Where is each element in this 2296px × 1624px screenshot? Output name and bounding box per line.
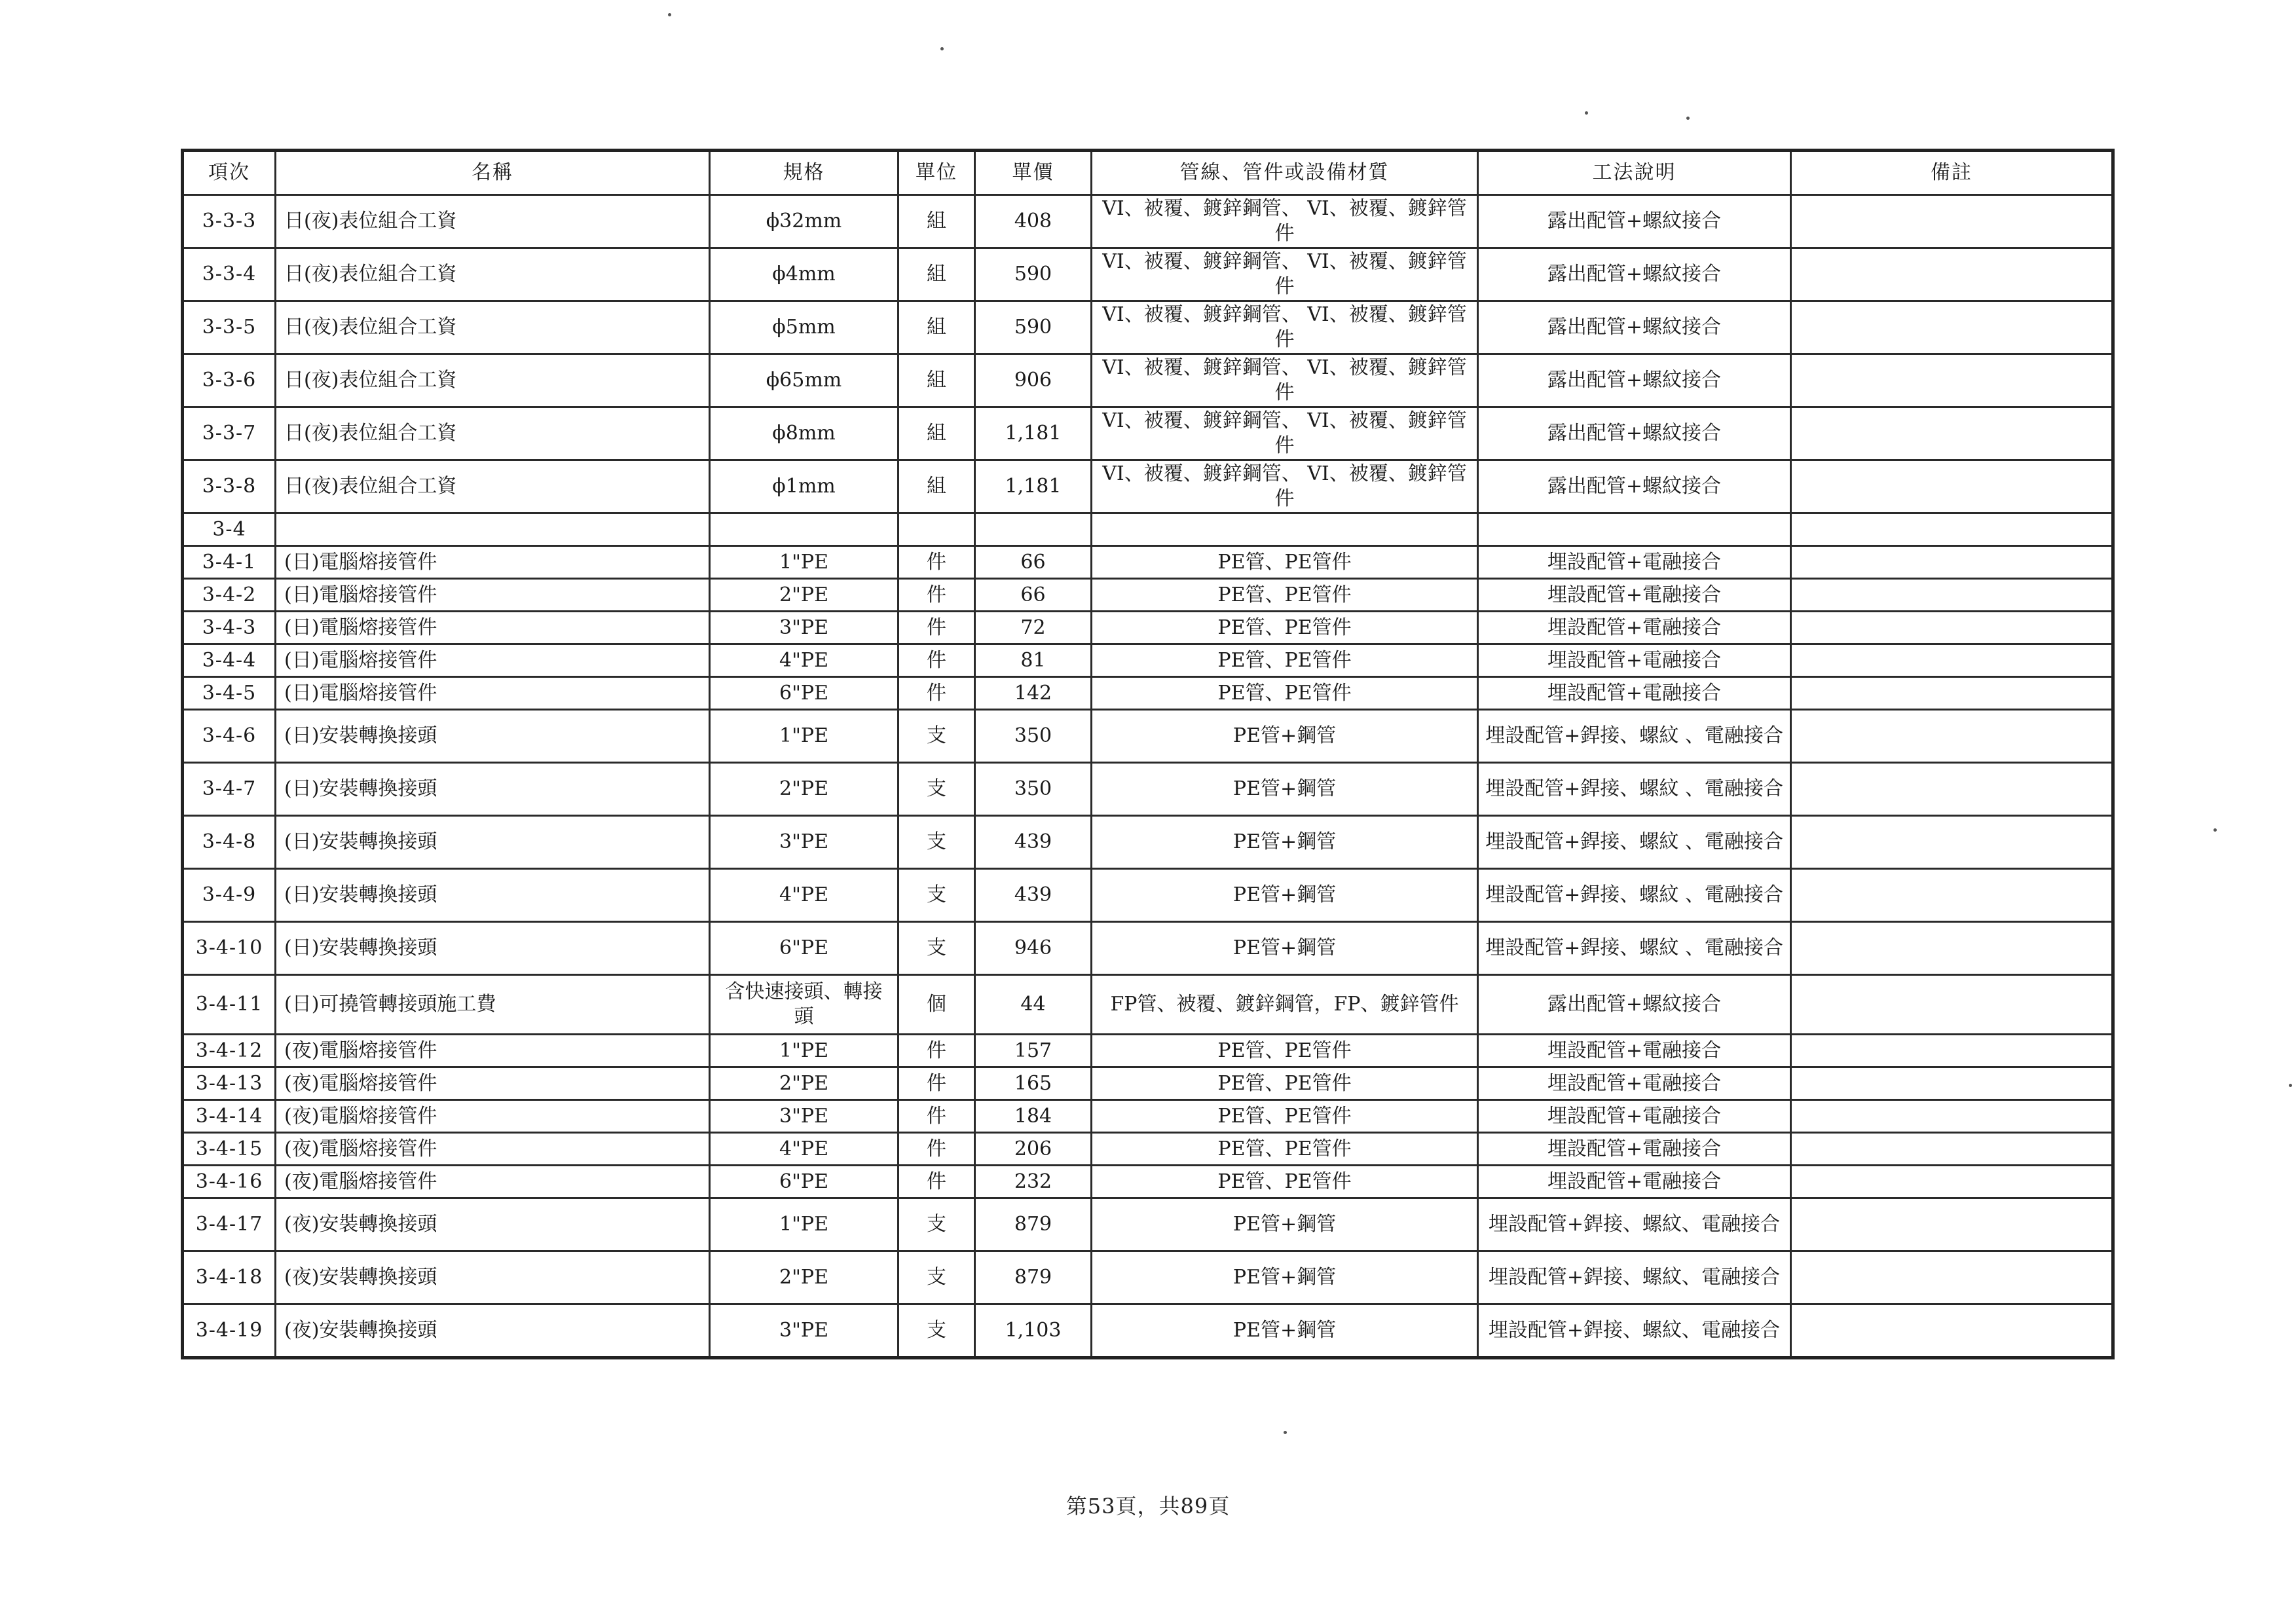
cell-method: 埋設配管+銲接、螺紋、電融接合 xyxy=(1478,1198,1791,1251)
header-material: 管線、管件或設備材質 xyxy=(1092,151,1478,195)
cell-remark xyxy=(1791,460,2113,513)
price-table xyxy=(181,149,2115,1359)
cell-spec: 含快速接頭、轉接頭 xyxy=(710,975,898,1035)
table-row xyxy=(183,710,2113,763)
cell-unit-price: 66 xyxy=(975,579,1092,612)
cell-unit-price: 1,181 xyxy=(975,460,1092,513)
cell-method: 埋設配管+銲接、螺紋 、電融接合 xyxy=(1478,710,1791,763)
cell-unit: 件 xyxy=(898,1133,975,1166)
cell-spec: ϕ1mm xyxy=(710,460,898,513)
table-row xyxy=(183,1198,2113,1251)
cell-name: (日)電腦熔接管件 xyxy=(276,546,710,579)
header-unit-price: 單價 xyxy=(975,151,1092,195)
table-row xyxy=(183,301,2113,354)
cell-name: (日)安裝轉換接頭 xyxy=(276,710,710,763)
cell-remark xyxy=(1791,1166,2113,1198)
cell-spec: 6"PE xyxy=(710,677,898,710)
table-row xyxy=(183,460,2113,513)
cell-material: PE管+鋼管 xyxy=(1092,1304,1478,1358)
cell-unit-price: 879 xyxy=(975,1251,1092,1304)
cell-method: 埋設配管+銲接、螺紋 、電融接合 xyxy=(1478,763,1791,816)
cell-spec: 1"PE xyxy=(710,710,898,763)
cell-unit-price: 157 xyxy=(975,1035,1092,1067)
cell-method: 埋設配管+銲接、螺紋 、電融接合 xyxy=(1478,922,1791,975)
cell-name: (日)安裝轉換接頭 xyxy=(276,869,710,922)
cell-material: PE管、PE管件 xyxy=(1092,644,1478,677)
cell-method: 埋設配管+電融接合 xyxy=(1478,579,1791,612)
cell-remark xyxy=(1791,248,2113,301)
header-spec: 規格 xyxy=(710,151,898,195)
table-body xyxy=(183,195,2113,1358)
cell-spec: 2"PE xyxy=(710,763,898,816)
header-unit: 單位 xyxy=(898,151,975,195)
cell-item-no: 3-3-3 xyxy=(183,195,276,248)
table-row xyxy=(183,869,2113,922)
table-row xyxy=(183,1166,2113,1198)
table-row xyxy=(183,922,2113,975)
cell-remark xyxy=(1791,195,2113,248)
cell-unit: 支 xyxy=(898,1304,975,1358)
cell-method: 埋設配管+銲接、螺紋 、電融接合 xyxy=(1478,869,1791,922)
scan-speck xyxy=(1686,117,1690,120)
cell-method: 露出配管+螺紋接合 xyxy=(1478,407,1791,460)
cell-material: PE管、PE管件 xyxy=(1092,677,1478,710)
cell-remark xyxy=(1791,301,2113,354)
cell-name: (夜)安裝轉換接頭 xyxy=(276,1251,710,1304)
cell-item-no: 3-4-4 xyxy=(183,644,276,677)
cell-remark xyxy=(1791,407,2113,460)
cell-unit: 支 xyxy=(898,922,975,975)
cell-material: PE管、PE管件 xyxy=(1092,1133,1478,1166)
cell-spec: ϕ8mm xyxy=(710,407,898,460)
cell-method xyxy=(1478,513,1791,546)
cell-spec: 6"PE xyxy=(710,1166,898,1198)
cell-unit: 件 xyxy=(898,644,975,677)
table-row xyxy=(183,248,2113,301)
cell-name: (日)安裝轉換接頭 xyxy=(276,816,710,869)
table-row xyxy=(183,763,2113,816)
cell-spec: 4"PE xyxy=(710,1133,898,1166)
cell-unit-price: 439 xyxy=(975,816,1092,869)
cell-method: 埋設配管+電融接合 xyxy=(1478,677,1791,710)
cell-spec: 4"PE xyxy=(710,644,898,677)
cell-name: (日)電腦熔接管件 xyxy=(276,677,710,710)
cell-item-no: 3-4 xyxy=(183,513,276,546)
cell-unit: 支 xyxy=(898,763,975,816)
cell-unit-price: 946 xyxy=(975,922,1092,975)
cell-material xyxy=(1092,513,1478,546)
cell-unit-price: 81 xyxy=(975,644,1092,677)
cell-name: 日(夜)表位組合工資 xyxy=(276,248,710,301)
cell-spec: ϕ5mm xyxy=(710,301,898,354)
cell-material: PE管、PE管件 xyxy=(1092,546,1478,579)
cell-unit-price: 44 xyxy=(975,975,1092,1035)
table-row xyxy=(183,1100,2113,1133)
cell-unit-price: 439 xyxy=(975,869,1092,922)
cell-method: 露出配管+螺紋接合 xyxy=(1478,354,1791,407)
cell-method: 露出配管+螺紋接合 xyxy=(1478,301,1791,354)
cell-item-no: 3-4-10 xyxy=(183,922,276,975)
cell-unit-price: 350 xyxy=(975,710,1092,763)
cell-remark xyxy=(1791,579,2113,612)
cell-remark xyxy=(1791,612,2113,644)
cell-method: 埋設配管+電融接合 xyxy=(1478,612,1791,644)
table-row xyxy=(183,546,2113,579)
scan-speck xyxy=(940,47,944,50)
cell-unit-price: 906 xyxy=(975,354,1092,407)
cell-remark xyxy=(1791,922,2113,975)
table-row xyxy=(183,644,2113,677)
cell-remark xyxy=(1791,869,2113,922)
cell-unit: 組 xyxy=(898,248,975,301)
page-number: 第53頁，共89頁 xyxy=(1065,1494,1231,1519)
cell-material: PE管+鋼管 xyxy=(1092,869,1478,922)
cell-item-no: 3-4-14 xyxy=(183,1100,276,1133)
cell-item-no: 3-4-7 xyxy=(183,763,276,816)
cell-item-no: 3-4-11 xyxy=(183,975,276,1035)
cell-remark xyxy=(1791,710,2113,763)
cell-unit: 支 xyxy=(898,1198,975,1251)
cell-material: PE管+鋼管 xyxy=(1092,763,1478,816)
cell-material: PE管、PE管件 xyxy=(1092,579,1478,612)
cell-name: 日(夜)表位組合工資 xyxy=(276,301,710,354)
cell-item-no: 3-4-17 xyxy=(183,1198,276,1251)
cell-method: 埋設配管+電融接合 xyxy=(1478,1067,1791,1100)
table-row xyxy=(183,1251,2113,1304)
cell-item-no: 3-3-8 xyxy=(183,460,276,513)
cell-spec: ϕ4mm xyxy=(710,248,898,301)
cell-material: PE管+鋼管 xyxy=(1092,1251,1478,1304)
table-row xyxy=(183,407,2113,460)
cell-item-no: 3-3-6 xyxy=(183,354,276,407)
cell-item-no: 3-4-19 xyxy=(183,1304,276,1358)
cell-material: PE管、PE管件 xyxy=(1092,612,1478,644)
cell-name: 日(夜)表位組合工資 xyxy=(276,460,710,513)
cell-item-no: 3-4-15 xyxy=(183,1133,276,1166)
cell-name: (夜)電腦熔接管件 xyxy=(276,1100,710,1133)
cell-material: PE管、PE管件 xyxy=(1092,1100,1478,1133)
cell-item-no: 3-4-18 xyxy=(183,1251,276,1304)
cell-spec: 6"PE xyxy=(710,922,898,975)
cell-remark xyxy=(1791,1035,2113,1067)
header-name: 名稱 xyxy=(276,151,710,195)
cell-name: (日)電腦熔接管件 xyxy=(276,612,710,644)
cell-unit-price: 206 xyxy=(975,1133,1092,1166)
cell-spec: 2"PE xyxy=(710,1251,898,1304)
cell-unit: 支 xyxy=(898,1251,975,1304)
table-row xyxy=(183,195,2113,248)
cell-unit-price: 590 xyxy=(975,301,1092,354)
table-row xyxy=(183,1067,2113,1100)
table-row xyxy=(183,612,2113,644)
header-remark: 備註 xyxy=(1791,151,2113,195)
cell-unit-price: 350 xyxy=(975,763,1092,816)
cell-remark xyxy=(1791,354,2113,407)
scan-speck xyxy=(668,13,671,16)
cell-item-no: 3-4-5 xyxy=(183,677,276,710)
cell-spec: 3"PE xyxy=(710,816,898,869)
cell-spec xyxy=(710,513,898,546)
cell-method: 埋設配管+銲接、螺紋、電融接合 xyxy=(1478,1304,1791,1358)
cell-unit: 件 xyxy=(898,1035,975,1067)
cell-method: 露出配管+螺紋接合 xyxy=(1478,195,1791,248)
cell-spec: 2"PE xyxy=(710,1067,898,1100)
cell-spec: 1"PE xyxy=(710,1198,898,1251)
cell-material: VI、被覆、鍍鋅鋼管、 VI、被覆、鍍鋅管件 xyxy=(1092,248,1478,301)
cell-name: (日)電腦熔接管件 xyxy=(276,644,710,677)
cell-unit-price xyxy=(975,513,1092,546)
cell-material: PE管、PE管件 xyxy=(1092,1067,1478,1100)
cell-unit: 組 xyxy=(898,195,975,248)
cell-remark xyxy=(1791,763,2113,816)
cell-item-no: 3-4-3 xyxy=(183,612,276,644)
cell-method: 露出配管+螺紋接合 xyxy=(1478,460,1791,513)
cell-unit: 件 xyxy=(898,1100,975,1133)
cell-unit: 組 xyxy=(898,460,975,513)
cell-remark xyxy=(1791,1067,2113,1100)
cell-spec: 4"PE xyxy=(710,869,898,922)
cell-name: (夜)安裝轉換接頭 xyxy=(276,1198,710,1251)
cell-unit-price: 1,103 xyxy=(975,1304,1092,1358)
price-table-container xyxy=(181,149,2111,1359)
cell-remark xyxy=(1791,1133,2113,1166)
table-row xyxy=(183,1133,2113,1166)
table-row xyxy=(183,579,2113,612)
header-item-no: 項次 xyxy=(183,151,276,195)
cell-unit: 件 xyxy=(898,612,975,644)
cell-method: 埋設配管+電融接合 xyxy=(1478,1100,1791,1133)
cell-unit: 件 xyxy=(898,677,975,710)
cell-item-no: 3-4-9 xyxy=(183,869,276,922)
cell-name: (夜)安裝轉換接頭 xyxy=(276,1304,710,1358)
cell-item-no: 3-3-4 xyxy=(183,248,276,301)
cell-method: 露出配管+螺紋接合 xyxy=(1478,248,1791,301)
cell-item-no: 3-3-7 xyxy=(183,407,276,460)
cell-name: (日)可撓管轉接頭施工費 xyxy=(276,975,710,1035)
cell-unit: 件 xyxy=(898,1166,975,1198)
cell-method: 埋設配管+電融接合 xyxy=(1478,1035,1791,1067)
cell-material: VI、被覆、鍍鋅鋼管、 VI、被覆、鍍鋅管件 xyxy=(1092,407,1478,460)
cell-unit: 組 xyxy=(898,301,975,354)
cell-unit xyxy=(898,513,975,546)
cell-item-no: 3-4-8 xyxy=(183,816,276,869)
cell-method: 埋設配管+銲接、螺紋、電融接合 xyxy=(1478,1251,1791,1304)
cell-method: 露出配管+螺紋接合 xyxy=(1478,975,1791,1035)
cell-unit-price: 879 xyxy=(975,1198,1092,1251)
table-row xyxy=(183,975,2113,1035)
cell-spec: ϕ65mm xyxy=(710,354,898,407)
cell-spec: 3"PE xyxy=(710,1100,898,1133)
table-row xyxy=(183,816,2113,869)
cell-unit: 個 xyxy=(898,975,975,1035)
cell-material: VI、被覆、鍍鋅鋼管、 VI、被覆、鍍鋅管件 xyxy=(1092,460,1478,513)
cell-item-no: 3-3-5 xyxy=(183,301,276,354)
cell-unit: 支 xyxy=(898,710,975,763)
cell-method: 埋設配管+電融接合 xyxy=(1478,1133,1791,1166)
cell-method: 埋設配管+電融接合 xyxy=(1478,1166,1791,1198)
table-row xyxy=(183,677,2113,710)
cell-item-no: 3-4-16 xyxy=(183,1166,276,1198)
cell-material: PE管、PE管件 xyxy=(1092,1035,1478,1067)
cell-remark xyxy=(1791,1304,2113,1358)
cell-unit-price: 72 xyxy=(975,612,1092,644)
scan-speck xyxy=(2289,1084,2292,1087)
cell-material: PE管+鋼管 xyxy=(1092,816,1478,869)
cell-material: PE管、PE管件 xyxy=(1092,1166,1478,1198)
cell-item-no: 3-4-1 xyxy=(183,546,276,579)
table-row xyxy=(183,1304,2113,1358)
cell-remark xyxy=(1791,513,2113,546)
scan-speck xyxy=(1585,111,1588,115)
cell-unit: 件 xyxy=(898,546,975,579)
cell-spec: 3"PE xyxy=(710,1304,898,1358)
cell-material: FP管、被覆、鍍鋅鋼管，FP、鍍鋅管件 xyxy=(1092,975,1478,1035)
cell-unit: 組 xyxy=(898,354,975,407)
cell-name: (夜)電腦熔接管件 xyxy=(276,1166,710,1198)
cell-unit-price: 165 xyxy=(975,1067,1092,1100)
cell-unit: 支 xyxy=(898,816,975,869)
cell-item-no: 3-4-13 xyxy=(183,1067,276,1100)
scan-speck xyxy=(2213,828,2217,832)
cell-material: PE管+鋼管 xyxy=(1092,1198,1478,1251)
cell-item-no: 3-4-12 xyxy=(183,1035,276,1067)
cell-name: (日)安裝轉換接頭 xyxy=(276,763,710,816)
cell-remark xyxy=(1791,677,2113,710)
cell-item-no: 3-4-6 xyxy=(183,710,276,763)
cell-material: VI、被覆、鍍鋅鋼管、 VI、被覆、鍍鋅管件 xyxy=(1092,354,1478,407)
cell-unit: 支 xyxy=(898,869,975,922)
cell-name: 日(夜)表位組合工資 xyxy=(276,407,710,460)
cell-unit-price: 142 xyxy=(975,677,1092,710)
cell-method: 埋設配管+電融接合 xyxy=(1478,644,1791,677)
cell-unit-price: 184 xyxy=(975,1100,1092,1133)
cell-unit-price: 1,181 xyxy=(975,407,1092,460)
cell-name xyxy=(276,513,710,546)
table-row xyxy=(183,1035,2113,1067)
cell-material: VI、被覆、鍍鋅鋼管、 VI、被覆、鍍鋅管件 xyxy=(1092,195,1478,248)
table-row xyxy=(183,513,2113,546)
cell-method: 埋設配管+電融接合 xyxy=(1478,546,1791,579)
cell-name: (夜)電腦熔接管件 xyxy=(276,1035,710,1067)
cell-remark xyxy=(1791,816,2113,869)
cell-unit-price: 66 xyxy=(975,546,1092,579)
cell-method: 埋設配管+銲接、螺紋 、電融接合 xyxy=(1478,816,1791,869)
cell-remark xyxy=(1791,1198,2113,1251)
cell-name: (夜)電腦熔接管件 xyxy=(276,1133,710,1166)
cell-name: 日(夜)表位組合工資 xyxy=(276,354,710,407)
cell-unit-price: 590 xyxy=(975,248,1092,301)
scan-speck xyxy=(1284,1431,1287,1434)
cell-spec: 1"PE xyxy=(710,546,898,579)
cell-name: (夜)電腦熔接管件 xyxy=(276,1067,710,1100)
cell-unit: 件 xyxy=(898,1067,975,1100)
table-header-row xyxy=(183,151,2113,195)
header-method: 工法說明 xyxy=(1478,151,1791,195)
cell-remark xyxy=(1791,546,2113,579)
cell-name: 日(夜)表位組合工資 xyxy=(276,195,710,248)
cell-unit: 組 xyxy=(898,407,975,460)
cell-unit-price: 232 xyxy=(975,1166,1092,1198)
cell-unit-price: 408 xyxy=(975,195,1092,248)
cell-name: (日)電腦熔接管件 xyxy=(276,579,710,612)
cell-remark xyxy=(1791,1100,2113,1133)
cell-name: (日)安裝轉換接頭 xyxy=(276,922,710,975)
cell-material: VI、被覆、鍍鋅鋼管、 VI、被覆、鍍鋅管件 xyxy=(1092,301,1478,354)
cell-spec: ϕ32mm xyxy=(710,195,898,248)
cell-item-no: 3-4-2 xyxy=(183,579,276,612)
table-row xyxy=(183,354,2113,407)
cell-unit: 件 xyxy=(898,579,975,612)
cell-material: PE管+鋼管 xyxy=(1092,710,1478,763)
cell-remark xyxy=(1791,644,2113,677)
cell-remark xyxy=(1791,1251,2113,1304)
cell-spec: 2"PE xyxy=(710,579,898,612)
cell-spec: 1"PE xyxy=(710,1035,898,1067)
cell-material: PE管+鋼管 xyxy=(1092,922,1478,975)
cell-spec: 3"PE xyxy=(710,612,898,644)
cell-remark xyxy=(1791,975,2113,1035)
